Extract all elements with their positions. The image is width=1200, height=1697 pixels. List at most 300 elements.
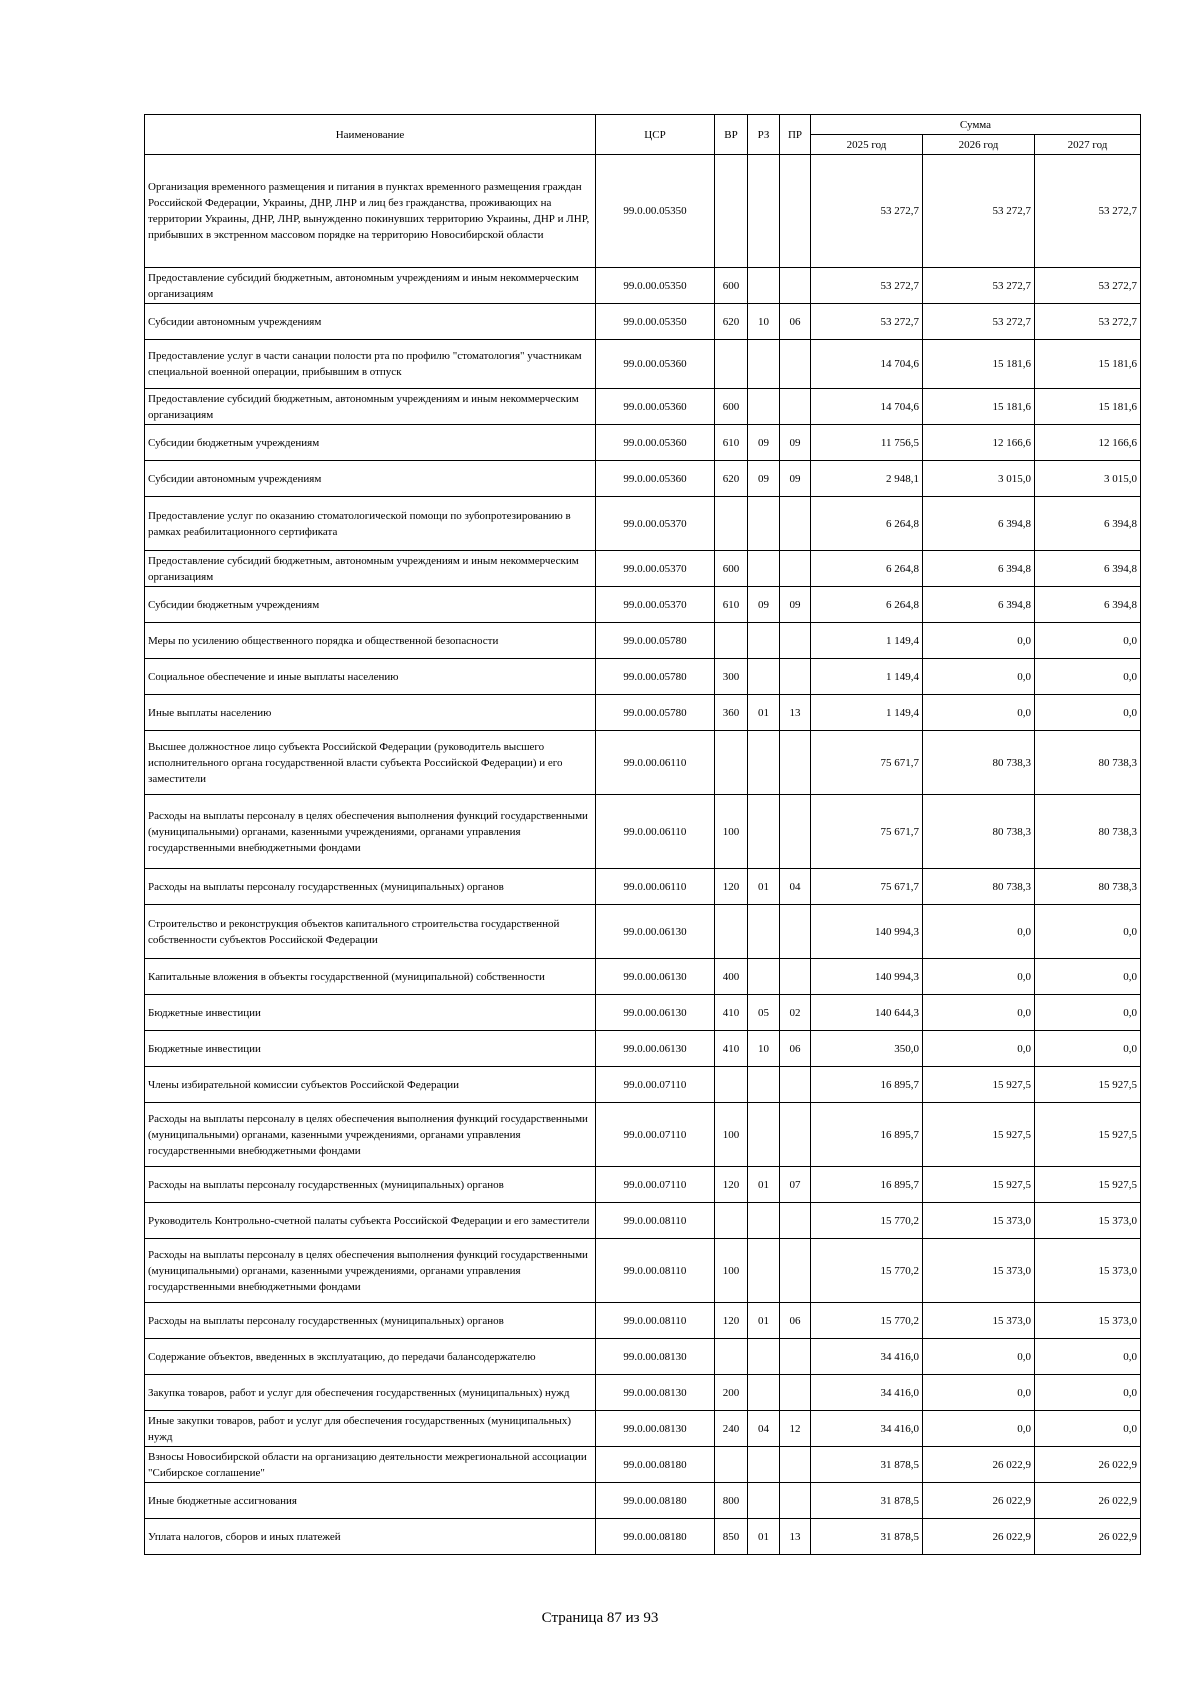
table-row [145, 1103, 1141, 1167]
row-pr [780, 551, 811, 587]
row-value-2026: 0,0 [923, 1375, 1035, 1411]
table-row [145, 995, 1141, 1031]
row-rz: 09 [748, 461, 780, 497]
row-pr: 13 [780, 695, 811, 731]
row-vr: 600 [715, 389, 748, 425]
row-pr [780, 795, 811, 869]
row-value-2026: 80 738,3 [923, 731, 1035, 795]
row-value-2025: 14 704,6 [811, 389, 923, 425]
row-rz [748, 1103, 780, 1167]
row-name: Расходы на выплаты персоналу в целях обеспечения выполнения функций государственными (муниципальными) органами, казенными учреждениями, органами управления государственными внебюджетными фондами [145, 1103, 596, 1167]
row-value-2026: 0,0 [923, 623, 1035, 659]
row-rz [748, 268, 780, 304]
table-header [145, 115, 1141, 155]
row-csr: 99.0.00.05780 [596, 623, 715, 659]
row-pr [780, 1067, 811, 1103]
row-value-2027: 0,0 [1035, 623, 1141, 659]
row-csr: 99.0.00.06110 [596, 731, 715, 795]
row-rz [748, 1067, 780, 1103]
table-row [145, 1239, 1141, 1303]
row-pr [780, 623, 811, 659]
row-rz: 10 [748, 304, 780, 340]
row-value-2026: 0,0 [923, 1339, 1035, 1375]
row-rz [748, 1203, 780, 1239]
row-csr: 99.0.00.06130 [596, 995, 715, 1031]
table-row [145, 551, 1141, 587]
row-vr [715, 905, 748, 959]
row-value-2025: 1 149,4 [811, 659, 923, 695]
row-pr: 02 [780, 995, 811, 1031]
row-vr: 120 [715, 1167, 748, 1203]
header-year-2026: 2026 год [923, 135, 1035, 155]
row-vr: 620 [715, 304, 748, 340]
row-value-2025: 34 416,0 [811, 1375, 923, 1411]
row-value-2025: 6 264,8 [811, 551, 923, 587]
row-vr [715, 1339, 748, 1375]
row-value-2027: 0,0 [1035, 1031, 1141, 1067]
row-value-2026: 0,0 [923, 959, 1035, 995]
row-csr: 99.0.00.05360 [596, 340, 715, 389]
row-csr: 99.0.00.05350 [596, 304, 715, 340]
row-value-2026: 6 394,8 [923, 551, 1035, 587]
row-rz [748, 1447, 780, 1483]
row-name: Расходы на выплаты персоналу в целях обеспечения выполнения функций государственными (муниципальными) органами, казенными учреждениями, органами управления государственными внебюджетными фондами [145, 1239, 596, 1303]
row-name: Предоставление услуг в части санации полости рта по профилю "стоматология" участникам специальной военной операции, прибывшим в отпуск [145, 340, 596, 389]
table-row [145, 389, 1141, 425]
row-csr: 99.0.00.06110 [596, 795, 715, 869]
row-vr: 120 [715, 1303, 748, 1339]
row-value-2026: 0,0 [923, 905, 1035, 959]
row-csr: 99.0.00.08130 [596, 1339, 715, 1375]
row-rz [748, 1239, 780, 1303]
row-rz [748, 389, 780, 425]
row-name: Иные выплаты населению [145, 695, 596, 731]
row-pr [780, 731, 811, 795]
row-value-2025: 16 895,7 [811, 1103, 923, 1167]
header-pr: ПР [780, 115, 811, 155]
row-vr: 400 [715, 959, 748, 995]
table-row [145, 1411, 1141, 1447]
row-vr: 410 [715, 1031, 748, 1067]
row-rz [748, 340, 780, 389]
row-value-2027: 53 272,7 [1035, 304, 1141, 340]
row-vr: 360 [715, 695, 748, 731]
table-row [145, 1447, 1141, 1483]
table-row [145, 959, 1141, 995]
row-pr: 09 [780, 425, 811, 461]
row-name: Организация временного размещения и питания в пунктах временного размещения граждан Российской Федерации, Украины, ДНР, ЛНР и лиц без гражданства, проживающих на территории Украины, ДНР, ЛНР, вынужденно покинувших территорию Украины, ДНР и ЛНР, прибывших в экстренном массовом порядке на территорию Новосибирской области [145, 155, 596, 268]
row-value-2026: 15 373,0 [923, 1203, 1035, 1239]
row-pr: 09 [780, 587, 811, 623]
row-value-2026: 15 181,6 [923, 389, 1035, 425]
row-csr: 99.0.00.08180 [596, 1483, 715, 1519]
row-rz: 05 [748, 995, 780, 1031]
row-pr: 09 [780, 461, 811, 497]
row-name: Капитальные вложения в объекты государственной (муниципальной) собственности [145, 959, 596, 995]
row-rz [748, 905, 780, 959]
row-rz [748, 1375, 780, 1411]
row-value-2025: 53 272,7 [811, 304, 923, 340]
row-rz: 01 [748, 869, 780, 905]
row-value-2026: 26 022,9 [923, 1519, 1035, 1555]
table-body [145, 155, 1141, 1555]
table-row [145, 795, 1141, 869]
row-csr: 99.0.00.06110 [596, 869, 715, 905]
row-pr: 06 [780, 304, 811, 340]
row-value-2025: 6 264,8 [811, 587, 923, 623]
row-value-2025: 140 994,3 [811, 959, 923, 995]
row-value-2025: 75 671,7 [811, 731, 923, 795]
row-name: Взносы Новосибирской области на организацию деятельности межрегиональной ассоциации "Сибирское соглашение" [145, 1447, 596, 1483]
table-row [145, 1519, 1141, 1555]
row-csr: 99.0.00.05370 [596, 497, 715, 551]
row-csr: 99.0.00.08110 [596, 1203, 715, 1239]
row-csr: 99.0.00.05370 [596, 551, 715, 587]
row-value-2026: 0,0 [923, 1031, 1035, 1067]
row-value-2027: 26 022,9 [1035, 1447, 1141, 1483]
row-csr: 99.0.00.05360 [596, 425, 715, 461]
table-row [145, 905, 1141, 959]
row-vr: 410 [715, 995, 748, 1031]
row-vr: 300 [715, 659, 748, 695]
row-csr: 99.0.00.07110 [596, 1067, 715, 1103]
row-value-2025: 75 671,7 [811, 869, 923, 905]
header-year-2027: 2027 год [1035, 135, 1141, 155]
row-rz [748, 623, 780, 659]
row-name: Предоставление субсидий бюджетным, автономным учреждениям и иным некоммерческим организациям [145, 551, 596, 587]
row-csr: 99.0.00.06130 [596, 1031, 715, 1067]
row-name: Иные бюджетные ассигнования [145, 1483, 596, 1519]
row-name: Бюджетные инвестиции [145, 1031, 596, 1067]
row-pr: 06 [780, 1031, 811, 1067]
row-value-2027: 53 272,7 [1035, 268, 1141, 304]
row-name: Предоставление субсидий бюджетным, автономным учреждениям и иным некоммерческим организациям [145, 268, 596, 304]
row-vr [715, 1447, 748, 1483]
row-pr: 06 [780, 1303, 811, 1339]
row-pr [780, 155, 811, 268]
row-value-2026: 15 373,0 [923, 1303, 1035, 1339]
table-row [145, 1375, 1141, 1411]
row-value-2026: 15 927,5 [923, 1067, 1035, 1103]
row-vr: 100 [715, 1103, 748, 1167]
row-csr: 99.0.00.08130 [596, 1411, 715, 1447]
row-csr: 99.0.00.08180 [596, 1447, 715, 1483]
row-value-2025: 16 895,7 [811, 1167, 923, 1203]
table-row [145, 497, 1141, 551]
row-value-2025: 15 770,2 [811, 1239, 923, 1303]
row-vr: 600 [715, 268, 748, 304]
table-row [145, 461, 1141, 497]
row-value-2025: 140 994,3 [811, 905, 923, 959]
row-csr: 99.0.00.05780 [596, 695, 715, 731]
table-row [145, 731, 1141, 795]
row-value-2027: 80 738,3 [1035, 731, 1141, 795]
row-value-2025: 11 756,5 [811, 425, 923, 461]
budget-table [144, 114, 1141, 1555]
table-row [145, 587, 1141, 623]
row-value-2026: 0,0 [923, 695, 1035, 731]
row-vr: 240 [715, 1411, 748, 1447]
row-pr [780, 905, 811, 959]
row-value-2027: 0,0 [1035, 959, 1141, 995]
row-value-2025: 31 878,5 [811, 1483, 923, 1519]
row-value-2026: 26 022,9 [923, 1483, 1035, 1519]
page-number: Страница 87 из 93 [541, 1610, 659, 1626]
row-rz [748, 659, 780, 695]
row-name: Строительство и реконструкция объектов капитального строительства государственной собственности субъектов Российской Федерации [145, 905, 596, 959]
row-pr [780, 1483, 811, 1519]
row-pr [780, 1103, 811, 1167]
row-name: Расходы на выплаты персоналу государственных (муниципальных) органов [145, 1303, 596, 1339]
row-vr: 120 [715, 869, 748, 905]
header-vr: ВР [715, 115, 748, 155]
row-value-2025: 31 878,5 [811, 1519, 923, 1555]
row-value-2027: 15 373,0 [1035, 1303, 1141, 1339]
row-csr: 99.0.00.08130 [596, 1375, 715, 1411]
row-pr [780, 1239, 811, 1303]
row-value-2027: 0,0 [1035, 695, 1141, 731]
header-sum: Сумма [811, 115, 1141, 135]
row-value-2027: 0,0 [1035, 1411, 1141, 1447]
row-name: Субсидии автономным учреждениям [145, 461, 596, 497]
row-rz [748, 795, 780, 869]
row-csr: 99.0.00.07110 [596, 1103, 715, 1167]
row-value-2025: 53 272,7 [811, 155, 923, 268]
table-row [145, 340, 1141, 389]
row-value-2025: 350,0 [811, 1031, 923, 1067]
row-rz: 01 [748, 1303, 780, 1339]
row-rz: 01 [748, 1519, 780, 1555]
row-pr: 12 [780, 1411, 811, 1447]
row-vr: 200 [715, 1375, 748, 1411]
row-value-2025: 34 416,0 [811, 1339, 923, 1375]
row-name: Расходы на выплаты персоналу государственных (муниципальных) органов [145, 869, 596, 905]
row-vr [715, 1203, 748, 1239]
row-csr: 99.0.00.05350 [596, 268, 715, 304]
row-value-2027: 0,0 [1035, 1339, 1141, 1375]
row-value-2026: 53 272,7 [923, 155, 1035, 268]
row-rz: 04 [748, 1411, 780, 1447]
row-value-2027: 6 394,8 [1035, 551, 1141, 587]
row-value-2025: 75 671,7 [811, 795, 923, 869]
table-row [145, 425, 1141, 461]
row-value-2026: 6 394,8 [923, 497, 1035, 551]
row-value-2026: 15 927,5 [923, 1167, 1035, 1203]
row-pr [780, 1375, 811, 1411]
row-value-2025: 15 770,2 [811, 1303, 923, 1339]
row-pr: 04 [780, 869, 811, 905]
row-rz: 10 [748, 1031, 780, 1067]
row-vr: 100 [715, 1239, 748, 1303]
row-name: Уплата налогов, сборов и иных платежей [145, 1519, 596, 1555]
header-rz: РЗ [748, 115, 780, 155]
row-rz [748, 1339, 780, 1375]
row-value-2026: 12 166,6 [923, 425, 1035, 461]
row-rz [748, 1483, 780, 1519]
row-name: Высшее должностное лицо субъекта Российской Федерации (руководитель высшего исполнительного органа государственной власти субъекта Российской Федерации) и его заместители [145, 731, 596, 795]
row-pr [780, 1339, 811, 1375]
row-vr: 800 [715, 1483, 748, 1519]
table-row [145, 695, 1141, 731]
row-name: Члены избирательной комиссии субъектов Российской Федерации [145, 1067, 596, 1103]
row-value-2027: 80 738,3 [1035, 795, 1141, 869]
header-name: Наименование [145, 115, 596, 155]
row-csr: 99.0.00.06130 [596, 905, 715, 959]
table-row [145, 1483, 1141, 1519]
table-row [145, 623, 1141, 659]
table-row [145, 1031, 1141, 1067]
row-name: Социальное обеспечение и иные выплаты населению [145, 659, 596, 695]
row-rz: 01 [748, 1167, 780, 1203]
row-csr: 99.0.00.06130 [596, 959, 715, 995]
row-value-2025: 1 149,4 [811, 623, 923, 659]
row-name: Руководитель Контрольно-счетной палаты субъекта Российской Федерации и его заместители [145, 1203, 596, 1239]
row-name: Предоставление услуг по оказанию стоматологической помощи по зубопротезированию в рамках реабилитационного сертификата [145, 497, 596, 551]
row-value-2027: 15 373,0 [1035, 1203, 1141, 1239]
row-csr: 99.0.00.05360 [596, 461, 715, 497]
row-value-2026: 80 738,3 [923, 869, 1035, 905]
header-year-2025: 2025 год [811, 135, 923, 155]
row-value-2025: 31 878,5 [811, 1447, 923, 1483]
row-rz [748, 731, 780, 795]
row-value-2027: 15 927,5 [1035, 1067, 1141, 1103]
row-value-2025: 1 149,4 [811, 695, 923, 731]
row-vr: 610 [715, 587, 748, 623]
row-vr [715, 623, 748, 659]
row-value-2026: 0,0 [923, 995, 1035, 1031]
row-rz: 01 [748, 695, 780, 731]
row-name: Меры по усилению общественного порядка и общественной безопасности [145, 623, 596, 659]
row-rz [748, 155, 780, 268]
table-row [145, 1067, 1141, 1103]
row-pr [780, 389, 811, 425]
row-vr: 100 [715, 795, 748, 869]
table-row [145, 1303, 1141, 1339]
row-value-2026: 26 022,9 [923, 1447, 1035, 1483]
row-value-2027: 53 272,7 [1035, 155, 1141, 268]
row-value-2025: 53 272,7 [811, 268, 923, 304]
row-vr [715, 731, 748, 795]
row-name: Содержание объектов, введенных в эксплуатацию, до передачи балансодержателю [145, 1339, 596, 1375]
row-csr: 99.0.00.08110 [596, 1303, 715, 1339]
row-value-2027: 3 015,0 [1035, 461, 1141, 497]
row-pr [780, 1203, 811, 1239]
row-value-2026: 6 394,8 [923, 587, 1035, 623]
row-value-2027: 6 394,8 [1035, 587, 1141, 623]
row-value-2026: 15 373,0 [923, 1239, 1035, 1303]
row-csr: 99.0.00.05360 [596, 389, 715, 425]
table-row [145, 268, 1141, 304]
row-pr [780, 1447, 811, 1483]
row-value-2027: 6 394,8 [1035, 497, 1141, 551]
row-value-2026: 53 272,7 [923, 268, 1035, 304]
header-csr: ЦСР [596, 115, 715, 155]
row-vr: 610 [715, 425, 748, 461]
row-value-2027: 15 181,6 [1035, 389, 1141, 425]
row-value-2025: 34 416,0 [811, 1411, 923, 1447]
row-pr [780, 659, 811, 695]
row-value-2025: 16 895,7 [811, 1067, 923, 1103]
row-value-2027: 0,0 [1035, 995, 1141, 1031]
row-rz [748, 959, 780, 995]
row-value-2027: 15 373,0 [1035, 1239, 1141, 1303]
row-value-2025: 6 264,8 [811, 497, 923, 551]
row-csr: 99.0.00.08180 [596, 1519, 715, 1555]
table-row [145, 155, 1141, 268]
row-vr [715, 155, 748, 268]
row-vr: 600 [715, 551, 748, 587]
row-name: Иные закупки товаров, работ и услуг для обеспечения государственных (муниципальных) нужд [145, 1411, 596, 1447]
row-name: Расходы на выплаты персоналу государственных (муниципальных) органов [145, 1167, 596, 1203]
row-name: Субсидии бюджетным учреждениям [145, 425, 596, 461]
row-vr [715, 1067, 748, 1103]
row-csr: 99.0.00.05350 [596, 155, 715, 268]
row-value-2027: 26 022,9 [1035, 1483, 1141, 1519]
row-value-2027: 15 927,5 [1035, 1167, 1141, 1203]
row-value-2026: 0,0 [923, 1411, 1035, 1447]
row-value-2026: 80 738,3 [923, 795, 1035, 869]
row-rz: 09 [748, 587, 780, 623]
row-name: Субсидии автономным учреждениям [145, 304, 596, 340]
row-value-2025: 2 948,1 [811, 461, 923, 497]
row-csr: 99.0.00.05370 [596, 587, 715, 623]
row-pr [780, 497, 811, 551]
row-rz: 09 [748, 425, 780, 461]
row-csr: 99.0.00.07110 [596, 1167, 715, 1203]
row-csr: 99.0.00.05780 [596, 659, 715, 695]
row-name: Закупка товаров, работ и услуг для обеспечения государственных (муниципальных) нужд [145, 1375, 596, 1411]
table-row [145, 869, 1141, 905]
row-value-2025: 140 644,3 [811, 995, 923, 1031]
row-vr [715, 340, 748, 389]
row-value-2026: 0,0 [923, 659, 1035, 695]
row-value-2026: 15 181,6 [923, 340, 1035, 389]
row-value-2025: 15 770,2 [811, 1203, 923, 1239]
table-row [145, 659, 1141, 695]
row-value-2027: 80 738,3 [1035, 869, 1141, 905]
row-name: Расходы на выплаты персоналу в целях обеспечения выполнения функций государственными (муниципальными) органами, казенными учреждениями, органами управления государственными внебюджетными фондами [145, 795, 596, 869]
row-vr [715, 497, 748, 551]
row-value-2025: 14 704,6 [811, 340, 923, 389]
row-value-2027: 0,0 [1035, 1375, 1141, 1411]
row-pr [780, 959, 811, 995]
row-value-2026: 53 272,7 [923, 304, 1035, 340]
table-row [145, 1339, 1141, 1375]
row-vr: 620 [715, 461, 748, 497]
row-pr [780, 340, 811, 389]
row-value-2027: 0,0 [1035, 659, 1141, 695]
row-value-2027: 15 927,5 [1035, 1103, 1141, 1167]
row-value-2026: 3 015,0 [923, 461, 1035, 497]
row-name: Бюджетные инвестиции [145, 995, 596, 1031]
table-row [145, 1203, 1141, 1239]
row-pr: 13 [780, 1519, 811, 1555]
row-vr: 850 [715, 1519, 748, 1555]
table-row [145, 1167, 1141, 1203]
row-rz [748, 497, 780, 551]
row-csr: 99.0.00.08110 [596, 1239, 715, 1303]
row-value-2026: 15 927,5 [923, 1103, 1035, 1167]
row-name: Субсидии бюджетным учреждениям [145, 587, 596, 623]
row-pr [780, 268, 811, 304]
row-value-2027: 26 022,9 [1035, 1519, 1141, 1555]
row-value-2027: 15 181,6 [1035, 340, 1141, 389]
row-pr: 07 [780, 1167, 811, 1203]
row-value-2027: 0,0 [1035, 905, 1141, 959]
row-rz [748, 551, 780, 587]
row-value-2027: 12 166,6 [1035, 425, 1141, 461]
table-row [145, 304, 1141, 340]
